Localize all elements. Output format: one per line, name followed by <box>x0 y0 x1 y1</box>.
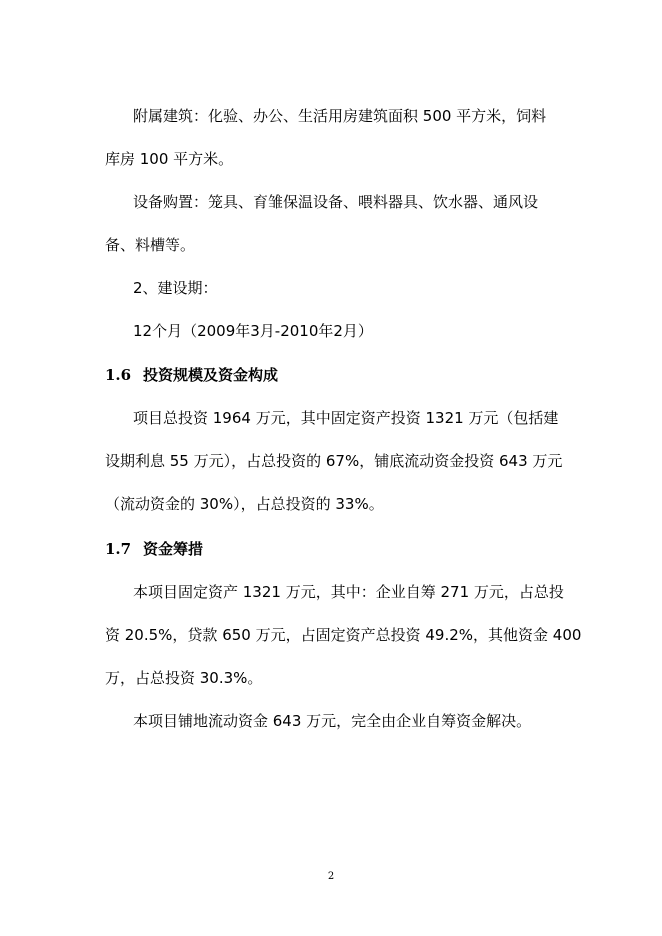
construction-period-value: 12个月（2009年3月-2010年2月） <box>133 322 373 340</box>
paragraph-financing-line-3: 万，占总投资 30.3%。 <box>105 669 263 687</box>
section-number: 1.6 <box>105 366 132 384</box>
paragraph-working-capital-line-1: 本项目铺地流动资金 643 万元，完全由企业自筹资金解决。 <box>133 712 532 730</box>
paragraph-financing-line-2: 资 20.5%，贷款 650 万元，占固定资产总投资 49.2%，其他资金 400 <box>105 626 582 644</box>
paragraph-ancillary-buildings-line-2: 库房 100 平方米。 <box>105 150 234 168</box>
paragraph-financing-line-1: 本项目固定资产 1321 万元，其中：企业自筹 271 万元，占总投 <box>133 583 564 601</box>
paragraph-equipment-line-2: 备、料槽等。 <box>105 236 196 254</box>
list-item-construction-period: 2、建设期： <box>133 279 218 297</box>
page-number: 2 <box>327 871 335 882</box>
paragraph-ancillary-buildings-line-1: 附属建筑：化验、办公、生活用房建筑面积 500 平方米，饲料 <box>133 107 547 125</box>
section-title: 资金筹措 <box>143 540 204 558</box>
section-number: 1.7 <box>105 540 132 558</box>
section-heading-1-6 <box>105 365 278 385</box>
paragraph-investment-line-1: 项目总投资 1964 万元，其中固定资产投资 1321 万元（包括建 <box>133 409 559 427</box>
paragraph-equipment-line-1: 设备购置：笼具、育雏保温设备、喂料器具、饮水器、通风设 <box>133 193 539 211</box>
paragraph-investment-line-2: 设期利息 55 万元），占总投资的 67%，铺底流动资金投资 643 万元 <box>105 452 563 470</box>
paragraph-investment-line-3: （流动资金的 30%），占总投资的 33%。 <box>105 495 384 513</box>
section-title: 投资规模及资金构成 <box>143 366 279 384</box>
section-heading-1-7 <box>105 539 203 559</box>
